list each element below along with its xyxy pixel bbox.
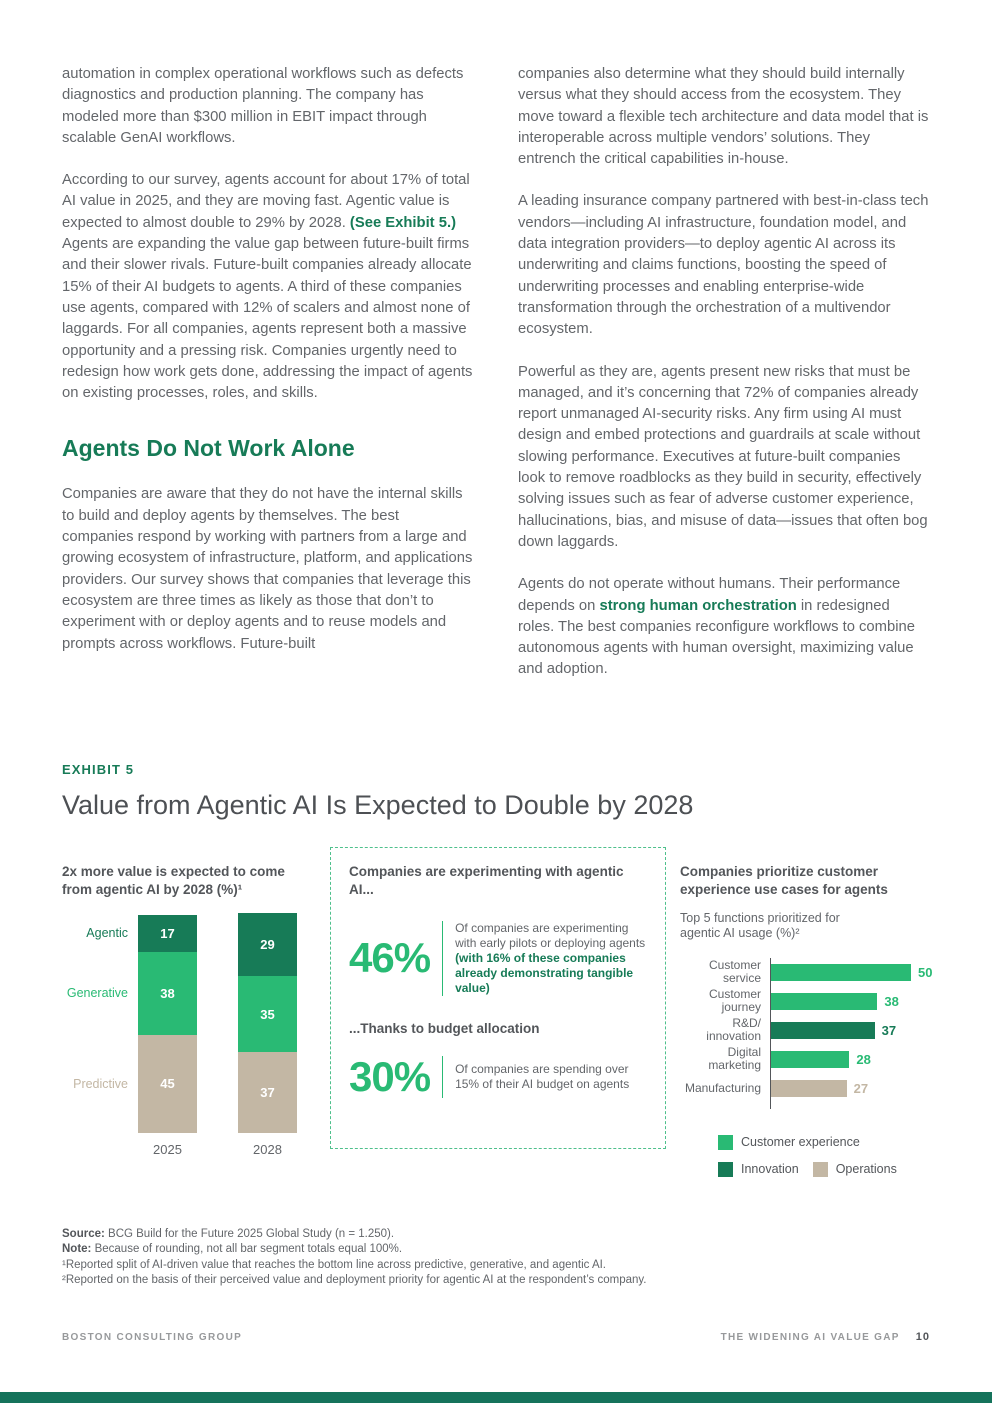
series-label-generative: Generative <box>66 986 128 1001</box>
stat-value: 30% <box>349 1052 431 1100</box>
article-body <box>62 64 930 702</box>
panel-top-functions <box>680 863 936 1177</box>
note-label: Note: <box>62 1243 92 1256</box>
footer-report-title: THE WIDENING AI VALUE GAP <box>720 1332 900 1343</box>
panel-experimentation-stats <box>330 847 666 1149</box>
footnotes <box>62 1227 930 1289</box>
category-label: Customer service <box>708 958 761 986</box>
stat-value: 46% <box>349 934 431 982</box>
footer-company: BOSTON CONSULTING GROUP <box>62 1332 243 1343</box>
page-footer <box>62 1327 930 1345</box>
series-label-agentic: Agentic <box>86 926 128 941</box>
footnote-1: ¹Reported split of AI-driven value that reaches the bottom line across predictive, generative, and agentic AI. <box>62 1258 606 1271</box>
body-paragraph: Companies are aware that they do not have the internal skills to build and deploy agents by themselves. The best companies respond by working with partners from a large and growing ecosystem of infrastructure, platform, and applications providers. Our survey shows that companies that leverage this ecosystem are three times as likely as those that don’t to experiment with or deploy agents and to reuse models and prompts across workflows. Future-built <box>62 486 473 652</box>
panel-subheader: ...Thanks to budget allocation <box>349 1020 540 1036</box>
category-label: Manufacturing <box>684 1080 761 1095</box>
exhibit-label: EXHIBIT 5 <box>62 761 135 777</box>
category-label: Customer journey <box>708 987 761 1015</box>
panel-agentic-value-split <box>62 863 316 1159</box>
legend-swatch <box>813 1162 828 1177</box>
bar-segment-predictive-2025: 45 <box>138 1035 197 1133</box>
panel-header: Companies are experimenting with agentic AI... <box>349 863 624 897</box>
bar-segment-predictive-2028: 37 <box>238 1052 297 1133</box>
bar-row <box>771 958 936 987</box>
bar <box>771 1022 875 1039</box>
legend-item <box>718 1162 799 1177</box>
chart-title: 2x more value is expected to come from agentic AI by 2028 (%)¹ <box>62 863 285 897</box>
exhibit-title: Value from Agentic AI Is Expected to Double by 2028 <box>62 789 694 820</box>
panel-header: Companies prioritize customer experience use cases for agents <box>680 863 888 897</box>
stat-text: Of companies are experimenting with early pilots or deploying agents <box>455 920 646 950</box>
legend-label: Customer experience <box>741 1135 860 1150</box>
body-paragraph: automation in complex operational workflows such as defects diagnostics and production planning. The company has modeled more than $300 million in EBIT impact through scalable GenAI workflows. <box>62 66 464 146</box>
exhibit-reference: (See Exhibit 5.) <box>349 214 456 231</box>
legend-item <box>813 1162 897 1177</box>
stat-budget <box>349 1052 647 1100</box>
page-number: 10 <box>915 1331 930 1343</box>
bar-segment-generative-2025: 38 <box>138 952 197 1035</box>
hbar-legend <box>718 1135 920 1177</box>
bar-row <box>771 987 936 1016</box>
stat-description: Of companies are spending over 15% of their AI budget on agents <box>455 1061 630 1091</box>
bar-row <box>771 1016 936 1045</box>
exhibit-panels <box>62 847 933 1191</box>
text-column-right <box>518 64 930 702</box>
note-text: Because of rounding, not all bar segment totals equal 100%. <box>91 1243 403 1256</box>
stat-text-highlight: (with 16% of these companies already demonstrating tangible value) <box>455 950 634 995</box>
stacked-bar-chart <box>62 913 316 1159</box>
stat-description <box>455 921 647 996</box>
hbar-bars <box>770 958 936 1109</box>
horizontal-bar-chart <box>680 958 936 1109</box>
paragraph-text: in redesigned roles. The best companies reconfigure workflows to combine autonomous agents with human oversight, maximizing value and adoption. <box>518 597 915 678</box>
bar-value: 37 <box>881 1022 897 1038</box>
x-axis-label: 2028 <box>253 1141 282 1157</box>
bar-value: 38 <box>884 993 899 1009</box>
bar-segment-agentic-2025: 17 <box>138 915 197 952</box>
hbar-labels <box>680 958 770 1109</box>
stacked-bar-columns <box>138 913 297 1159</box>
bar-value: 50 <box>918 964 933 980</box>
legend-swatch <box>718 1135 733 1150</box>
brand-color-bar <box>0 1392 992 1403</box>
bar-row <box>771 1045 936 1074</box>
legend-label: Operations <box>835 1162 897 1177</box>
source-label: Source: <box>62 1227 105 1240</box>
text-column-left <box>62 64 474 702</box>
bar-segment-generative-2028: 35 <box>238 976 297 1052</box>
footnote-source <box>62 1227 930 1243</box>
body-paragraph <box>62 170 474 404</box>
x-axis-label: 2025 <box>153 1141 182 1157</box>
legend-item <box>718 1135 860 1150</box>
divider <box>442 1056 443 1098</box>
chart-subtitle: Top 5 functions prioritized for agentic AI usage (%)² <box>680 910 840 941</box>
series-label-predictive: Predictive <box>73 1076 128 1091</box>
body-paragraph: Powerful as they are, agents present new risks that must be managed, and it’s concerning that 72% of companies already report unmanaged AI-security risks. Any firm using AI must design and embed protections and guardrails at scale without slowing performance. Executives at future-built companies look to remove roadblocks as they build in security, effectively solving issues such as fear of adverse customer experience, hallucinations, bias, and misuse of data—issues that often bog down laggards. <box>518 363 928 550</box>
legend-swatch <box>718 1162 733 1177</box>
source-text: BCG Build for the Future 2025 Global Study (n = 1.250). <box>104 1227 395 1240</box>
footnote-note <box>62 1242 930 1258</box>
bar-segment-agentic-2028: 29 <box>238 913 297 976</box>
bar-value: 27 <box>853 1080 869 1096</box>
divider <box>442 921 443 996</box>
stacked-bar-2028 <box>238 913 297 1159</box>
body-paragraph: companies also determine what they should build internally versus what they should access from the ecosystem. They move toward a flexible tech architecture and data model that is interoperable across multiple vendors’ solutions. They entrench the critical capabilities in-house. <box>518 66 929 168</box>
legend-label: Innovation <box>741 1162 799 1177</box>
body-paragraph <box>518 574 930 680</box>
stacked-bar-2025 <box>138 915 197 1159</box>
footnote-2: ²Reported on the basis of their perceived value and deployment priority for agentic AI at the respondent’s company. <box>62 1274 647 1287</box>
body-paragraph: A leading insurance company partnered with best-in-class tech vendors—including AI infrastructure, foundation model, and data integration providers—to deploy agentic AI across its underwriting and claims functions, boosting the speed of underwriting processes and enabling enterprise-wide transformation through the orchestration of a multivendor ecosystem. <box>518 193 929 338</box>
bar <box>771 964 911 981</box>
emphasis-text: strong human orchestration <box>599 597 797 614</box>
paragraph-text: Agents are expanding the value gap between future-built firms and their slower rivals. Future-built companies already allocate 15% of their AI budgets to agents. A third of these companies use agents, compared with 12% of scalers and almost none of laggards. For all companies, agents represent both a massive opportunity and a pressing risk. Companies urgently need to redesign how work gets done, addressing the impact of agents on existing processes, roles, and skills. <box>62 236 473 402</box>
category-label: R&D/ innovation <box>706 1016 761 1044</box>
exhibit-5 <box>62 761 933 1191</box>
footer-right <box>721 1327 930 1345</box>
section-heading: Agents Do Not Work Alone <box>62 435 355 462</box>
paragraph-text: Agents do not operate without humans. Their performance depends on <box>518 576 901 614</box>
bar-value: 28 <box>856 1051 871 1067</box>
bar <box>771 1051 849 1068</box>
paragraph-text: According to our survey, agents account for about 17% of total AI value in 2025, and they are moving fast. Agentic value is expected to almost double to 29% by 2028. <box>62 172 470 231</box>
category-label: Digital marketing <box>708 1045 761 1073</box>
bar-row <box>771 1074 936 1103</box>
stacked-bar-series-labels <box>62 915 138 1133</box>
stat-experimenting <box>349 921 647 996</box>
bar <box>771 1080 847 1097</box>
bar <box>771 993 877 1010</box>
